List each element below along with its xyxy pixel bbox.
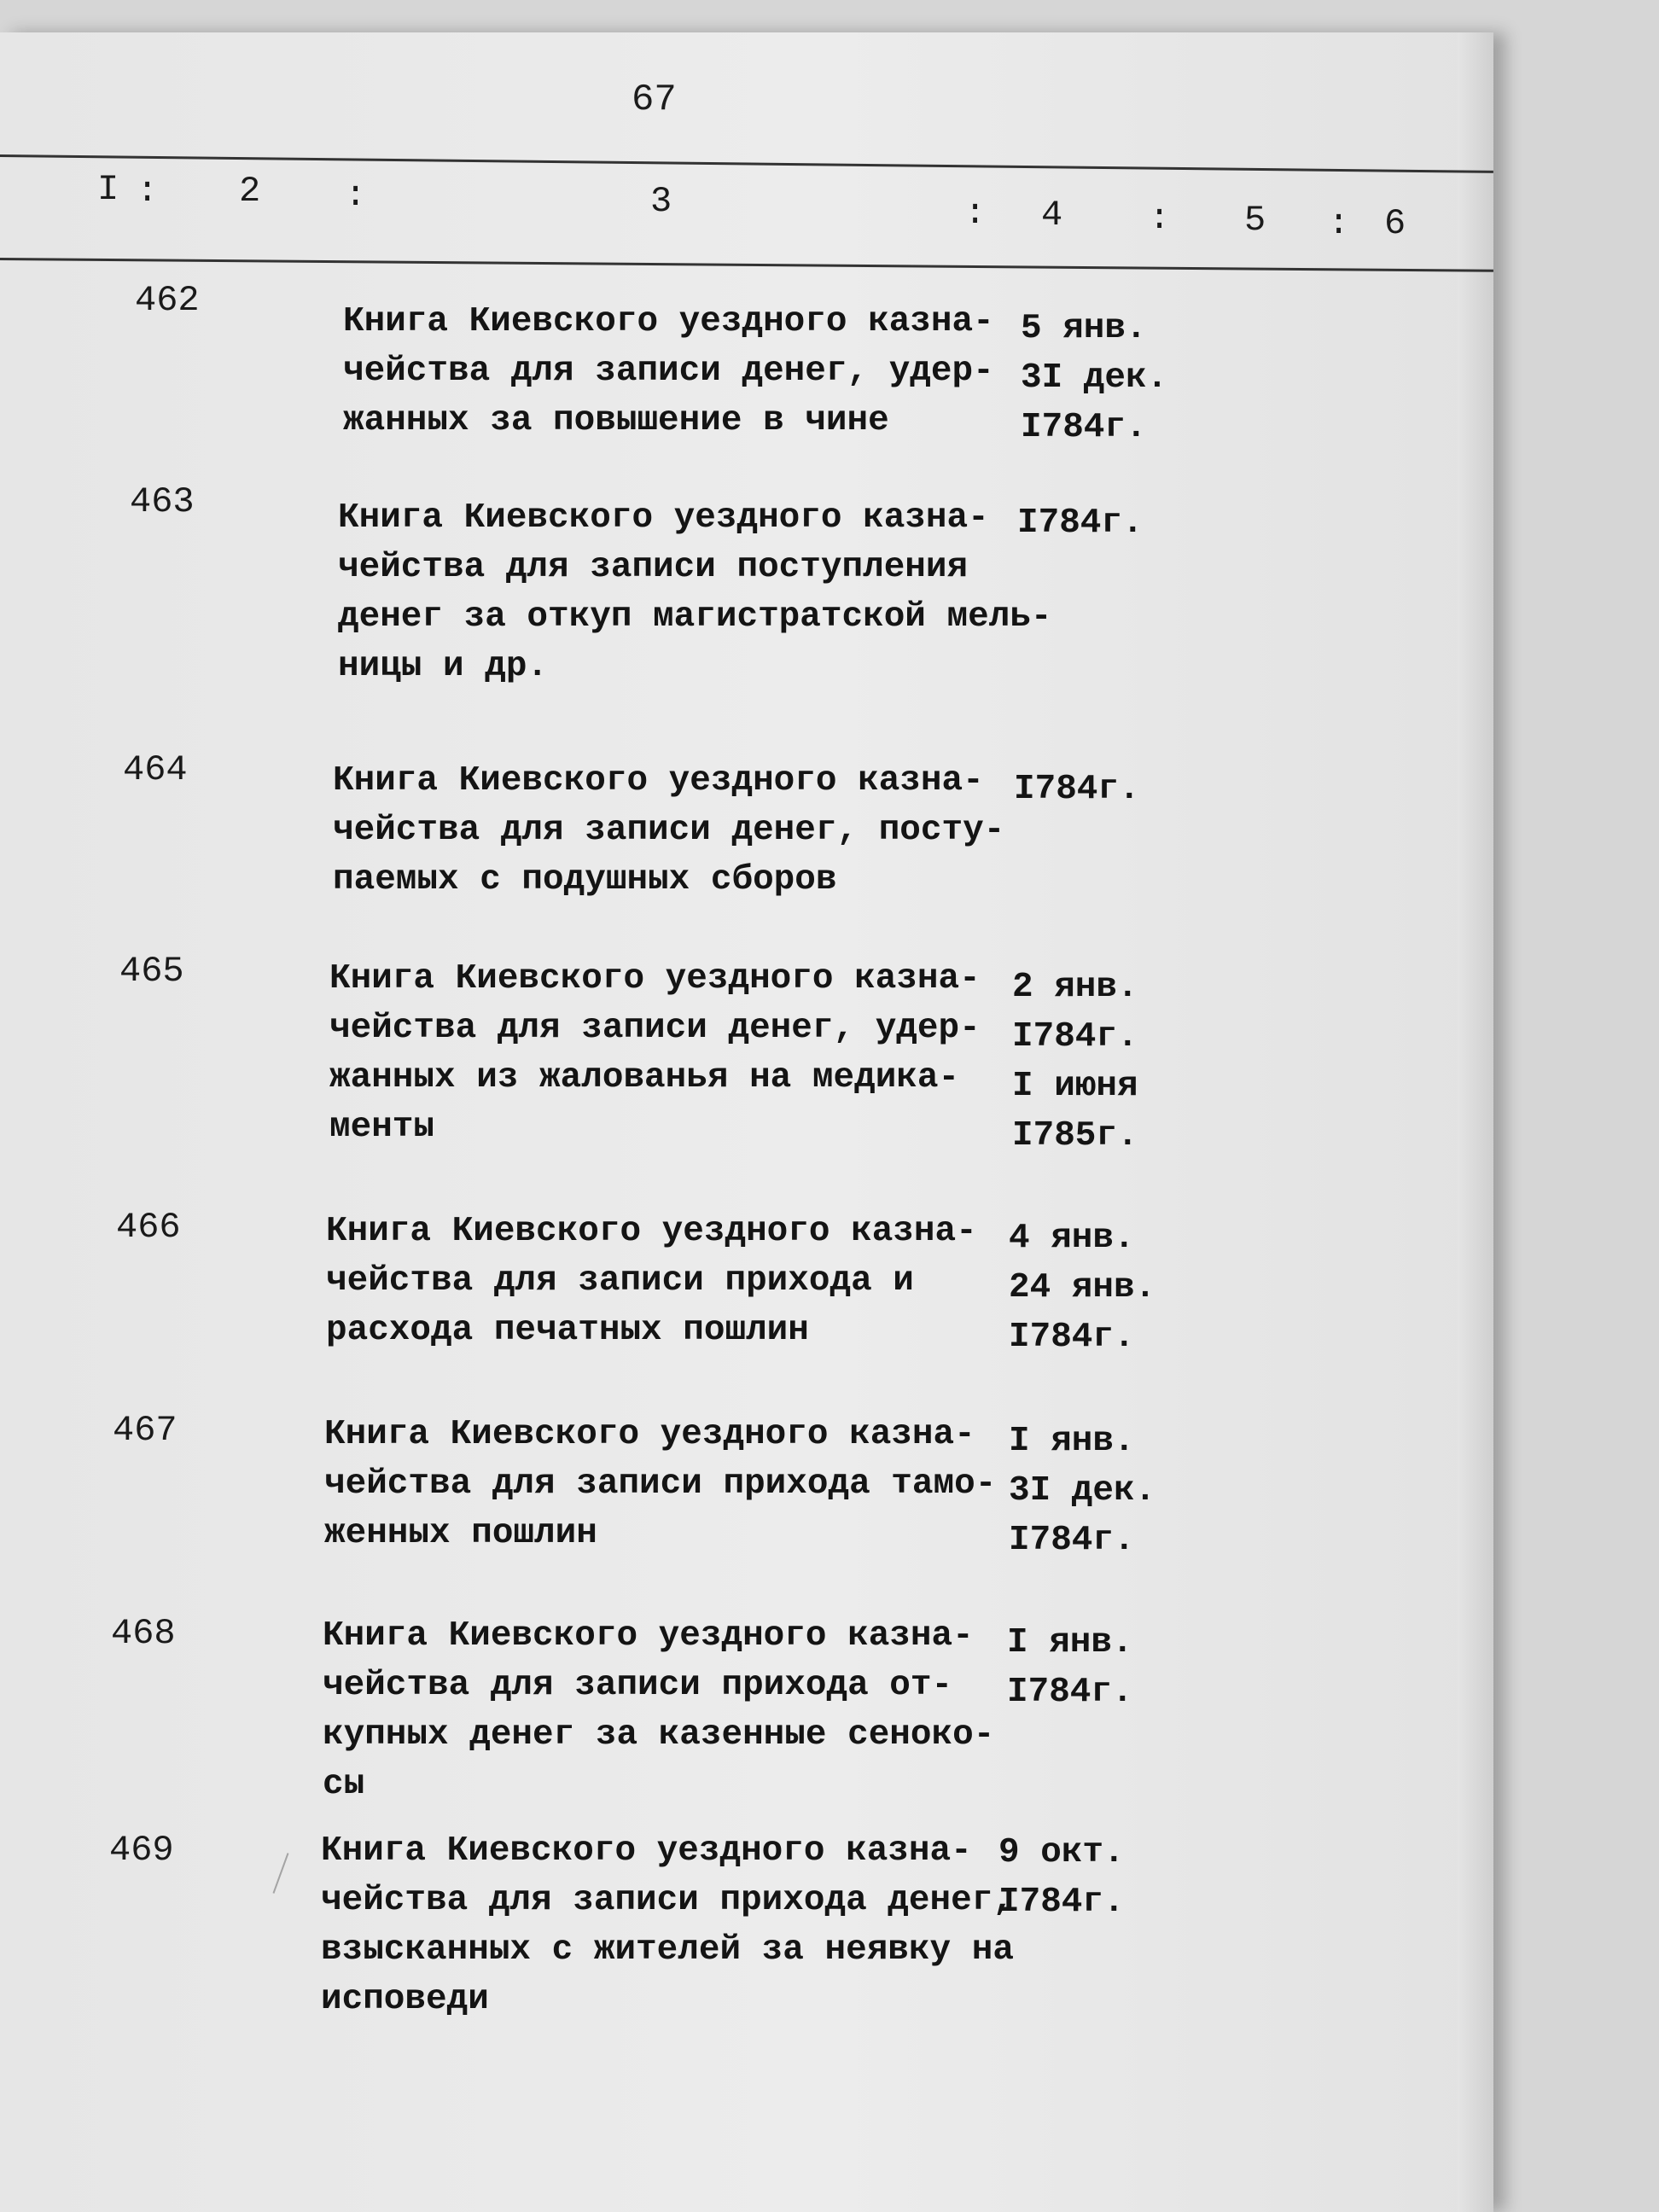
entry-number-463: 463 [130,481,195,522]
entry-dates: I янв. I784г. [1007,1623,1133,1712]
entry-number-466: 466 [116,1207,181,1248]
entry-description: Книга Киевского уездного казна- чейства для записи прихода и расхода печатных пошлин [326,1212,977,1350]
entry-dates: I784г. [1014,770,1140,809]
entry-description: Книга Киевского уездного казна- чейства для записи поступления денег за откуп магистратской мель- ницы и др. [338,498,1052,686]
header-separator-4: : [1149,198,1171,239]
header-col-5: 5 [1244,200,1266,241]
entry-dates: 9 окт. I784г. [998,1833,1125,1922]
entry-dates: 5 янв. 3I дек. I784г. [1021,309,1168,447]
entry-description: Книга Киевского уездного казна- чейства для записи прихода от- купных денег за казенные сеноко- сы [323,1616,995,1804]
header-separator-5: : [1328,203,1350,244]
entry-description: Книга Киевского уездного казна- чейства для записи прихода денег, взысканных с жителей за неявку на исповеди [321,1831,1014,2019]
entry-number-468: 468 [111,1613,176,1654]
page-edge [1458,32,1493,2212]
header-separator-2: : [345,175,367,216]
header-col-6: 6 [1384,203,1406,244]
entry-description: Книга Киевского уездного казна- чейства для записи денег, удер- жанных за повышение в чине [343,302,994,440]
entry-dates: I янв. 3I дек. I784г. [1009,1422,1156,1560]
header-separator-1: : [137,171,159,212]
entry-description: Книга Киевского уездного казна- чейства для записи денег, удер- жанных из жалованья на медика- менты [329,959,981,1147]
entry-number-464: 464 [123,749,188,790]
entry-number-469: 469 [109,1830,174,1871]
header-separator-3: : [964,193,987,234]
entry-dates: 4 янв. 24 янв. I784г. [1009,1219,1156,1357]
entry-description: Книга Киевского уездного казна- чейства для записи денег, посту- паемых с подушных сборов [333,761,1005,899]
header-col-2: 2 [239,171,261,212]
entry-number-467: 467 [113,1410,178,1451]
header-col-3: 3 [650,181,672,222]
entry-dates: 2 янв. I784г. I июня I785г. [1012,968,1138,1155]
header-col-4: 4 [1041,195,1063,236]
entry-dates: I784г. [1017,504,1144,543]
entry-number-465: 465 [119,951,184,992]
entry-number-462: 462 [135,280,200,321]
entry-description: Книга Киевского уездного казна- чейства для записи прихода тамо- женных пошлин [324,1415,997,1553]
header-col-1: I [97,169,119,210]
page-number: 67 [632,79,677,121]
